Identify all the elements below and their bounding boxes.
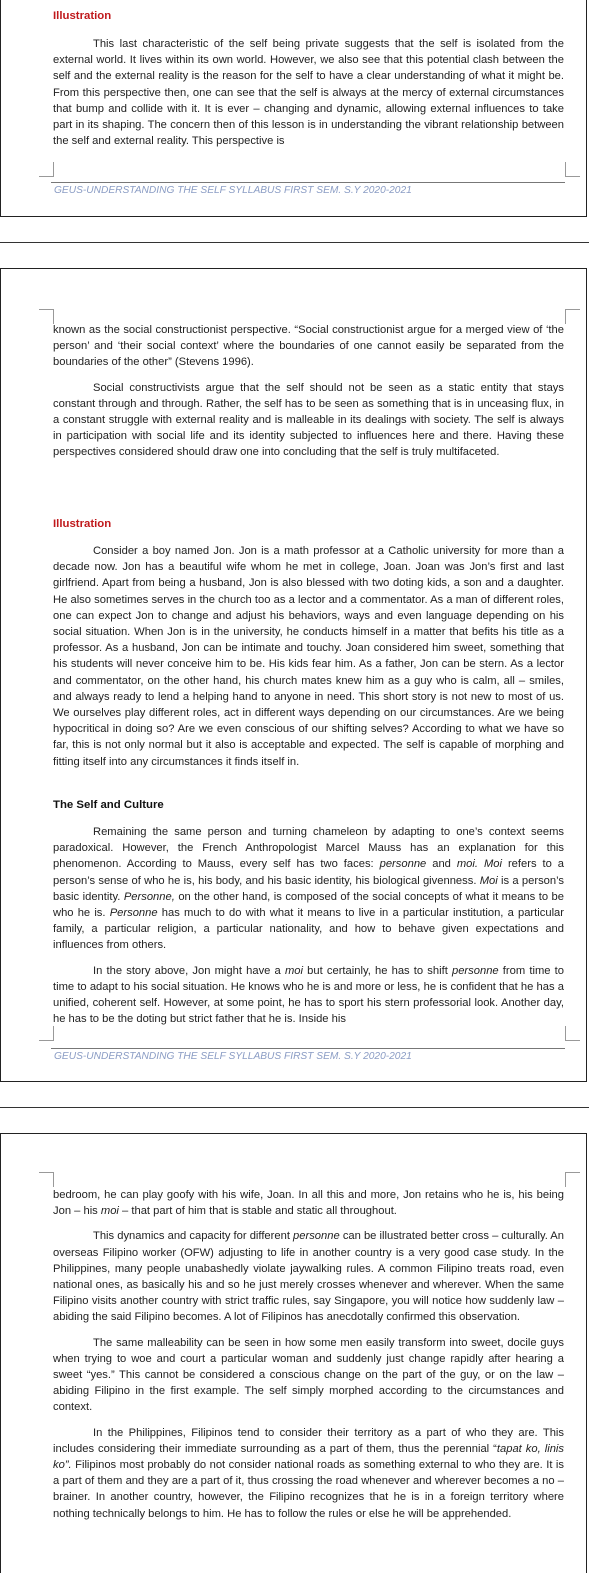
footer-rule <box>51 1048 565 1049</box>
paragraph: Remaining the same person and turning chameleon by adapting to one’s context seems paradoxical. However, the French Anthropologist Marcel Mauss has an explanation for this phenomenon. According to Mauss, every self has two faces: personne and moi. Moi refers to a person’s sense of who he is, his body, and his basic identity, his biological givenness. Moi is a person’s basic identity. Personne, on the other hand, is composed of the social concepts of what it means to be who he is. Personne has much to do with what it means to live in a particular institution, a particular family, a particular religion, a particular nationality, and how to behave given expectations and influences from others. <box>53 826 565 952</box>
footer-rule <box>51 182 565 183</box>
crop-mark <box>565 1026 580 1041</box>
paragraph: Consider a boy named Jon. Jon is a math professor at a Catholic university for more than a decade now. Jon has a beautiful wife whom he met in college, Joan. Joan was Jon’s first and last girlfriend. Apart from being a husband, Jon is also blessed with two doting kids, a son and a daughter. He also sometimes serves in the church too as a lector and a commentator. As a man of different roles, one can expect Jon to change and adjust his behaviors, ways and even language depending on his social situation. When Jon is in the university, he conducts himself in a matter that befits his title as a professor. As a husband, Jon can be intimate and touchy. Joan considered him sweet, something that his students will never conceive him to be. His kids fear him. As a father, Jon can be stern. As a lector and commentator, on the other hand, his church mates knew him as a guy who is calm, all – smiles, and always ready to lend a helping hand to anyone in need. This short story is not new to most of us. We ourselves play different roles, act in different ways depending on our circumstances. Are we being hypocritical in doing so? Are we even conscious of our shifting selves? According to what we have so far, this is not only normal but it also is acceptable and expected. The self is capable of morphing and fitting itself into any circumstances it finds itself in. <box>53 545 564 768</box>
crop-mark <box>565 1172 580 1187</box>
crop-mark <box>39 162 54 177</box>
page-3 <box>0 1133 587 1573</box>
crop-mark <box>565 309 580 324</box>
crop-mark <box>565 162 580 177</box>
page-2 <box>0 268 587 1082</box>
section-heading: The Self and Culture <box>53 799 164 811</box>
page2-body-top <box>53 322 564 470</box>
paragraph: In the story above, Jon might have a moi but certainly, he has to shift personne from time to time to adapt to his social situation. He knows who he is and more or less, he is confident that he has a unified, coherent self. However, at some point, he has to sport his stern professorial look. Another day, he has to be the doting but strict father that he is. Inside his <box>53 964 564 1026</box>
paragraph: Social constructivists argue that the self should not be seen as a static entity that stays constant through and through. Rather, the self has to be seen as something that is in unceasing flux, in a constant struggle with external reality and is malleable in its dealings with society. The self is always in participation with social life and its identity subjected to influences here and there. Having these perspectives considered should draw one into concluding that the self is truly multifaceted. <box>53 381 564 459</box>
illustration-heading: Illustration <box>53 10 112 22</box>
crop-mark <box>39 309 54 324</box>
illustration-heading: Illustration <box>53 518 112 530</box>
page-separator <box>0 242 589 243</box>
page1-body <box>53 36 564 158</box>
page-1 <box>0 0 587 217</box>
crop-mark <box>39 1172 54 1187</box>
page-separator <box>0 1107 589 1108</box>
page3-body <box>53 1187 564 1531</box>
page2-body-culture <box>53 824 564 1036</box>
paragraph: bedroom, he can play goofy with his wife, Joan. In all this and more, Jon retains who he is, his being Jon – his moi – that part of him that is stable and static all throughout. <box>53 1189 564 1218</box>
paragraph: This last characteristic of the self being private suggests that the self is isolated from the external world. It lives within its own world. However, we also see that this potential clash between the self and the external reality is the reason for the self to have a clear understanding of what it might be. From this perspective then, one can see that the self is always at the mercy of external circumstances that bump and collide with it. It is ever – changing and dynamic, allowing external influences to take part in its shaping. The concern then of this lesson is in understanding the vibrant relationship between the self and external reality. This perspective is <box>53 38 564 148</box>
page-footer: GEUS-UNDERSTANDING THE SELF SYLLABUS FIRST SEM. S.Y 2020-2021 <box>54 1051 412 1062</box>
page2-body-story <box>53 543 564 779</box>
paragraph: The same malleability can be seen in how some men easily transform into sweet, docile guys when trying to woe and court a particular woman and suddenly just change rapidly after hearing a sweet “yes.” This cannot be considered a conscious change on the part of the guy, or on the law – abiding Filipino in the first example. The self simply morphed according to the circumstances and context. <box>53 1336 564 1414</box>
page-footer: GEUS-UNDERSTANDING THE SELF SYLLABUS FIRST SEM. S.Y 2020-2021 <box>54 185 412 196</box>
crop-mark <box>39 1026 54 1041</box>
paragraph: In the Philippines, Filipinos tend to consider their territory as a part of who they are. This includes considering their immediate surrounding as a part of them, thus the perennial “tapat ko, linis ko”. Filipinos most probably do not consider national roads as something external to who they are. It is a part of them and they are a part of it, thus crossing the road whenever and wherever becomes a no – brainer. In another country, however, the Filipino recognizes that he is in a foreign territory where nothing technically belongs to him. He has to follow the rules or else he will be apprehended. <box>53 1426 565 1520</box>
paragraph: known as the social constructionist perspective. “Social constructionist argue for a merged view of ‘the person’ and ‘their social context’ where the boundaries of one cannot easily be separated from the boundaries of the other” (Stevens 1996). <box>53 324 564 369</box>
paragraph: This dynamics and capacity for different personne can be illustrated better cross – culturally. An overseas Filipino worker (OFW) adjusting to life in another country is a very good case study. In the Philippines, many people unabashedly violate jaywalking rules. A common Filipino treats road, even national ones, as basically his and so he just merely crosses whenever and wherever. When the same Filipino visits another country with strict traffic rules, say Singapore, you will notice how suddenly law – abiding the said Filipino becomes. A lot of Filipinos has anecdotally confirmed this observation. <box>53 1230 564 1324</box>
